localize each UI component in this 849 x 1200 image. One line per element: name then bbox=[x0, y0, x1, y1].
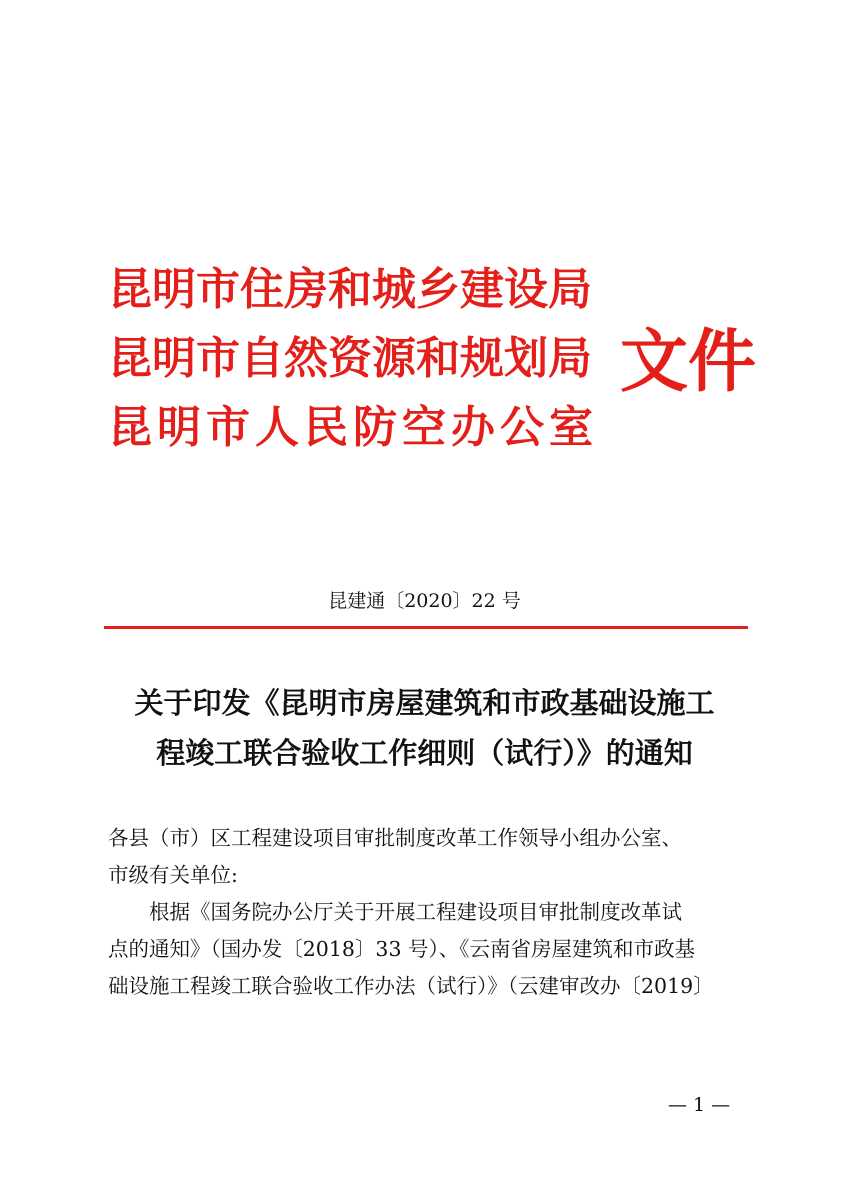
document-number: 昆建通〔2020〕22 号 bbox=[328, 590, 521, 612]
red-divider bbox=[104, 626, 748, 629]
notice-body bbox=[108, 820, 748, 1005]
salutation-line: 各县（市）区工程建设项目审批制度改革工作领导小组办公室、 bbox=[108, 826, 682, 850]
issuer-planning-bureau: 昆明市自然资源和规划局 bbox=[108, 333, 592, 384]
issuer-block bbox=[108, 264, 623, 475]
document-type-label: 文件 bbox=[620, 322, 757, 402]
issuer-housing-bureau: 昆明市住房和城乡建设局 bbox=[108, 264, 592, 315]
issuer-civil-defense-office: 昆明市人民防空办公室 bbox=[108, 402, 598, 453]
paragraph-line: 础设施工程竣工联合验收工作办法（试行）》（云建审改办〔2019〕 bbox=[108, 974, 714, 998]
paragraph-line: 点的通知》（国办发〔2018〕33 号）、《云南省房屋建筑和市政基 bbox=[108, 937, 696, 961]
page-number: — 1 — bbox=[668, 1094, 731, 1116]
title-line: 关于印发《昆明市房屋建筑和市政基础设施工 bbox=[134, 686, 715, 720]
title-line: 程竣工联合验收工作细则（试行）》的通知 bbox=[156, 736, 693, 770]
paragraph-line: 根据《国务院办公厅关于开展工程建设项目审批制度改革试 bbox=[149, 900, 682, 924]
salutation-line: 市级有关单位: bbox=[108, 863, 238, 887]
notice-title bbox=[80, 678, 769, 778]
